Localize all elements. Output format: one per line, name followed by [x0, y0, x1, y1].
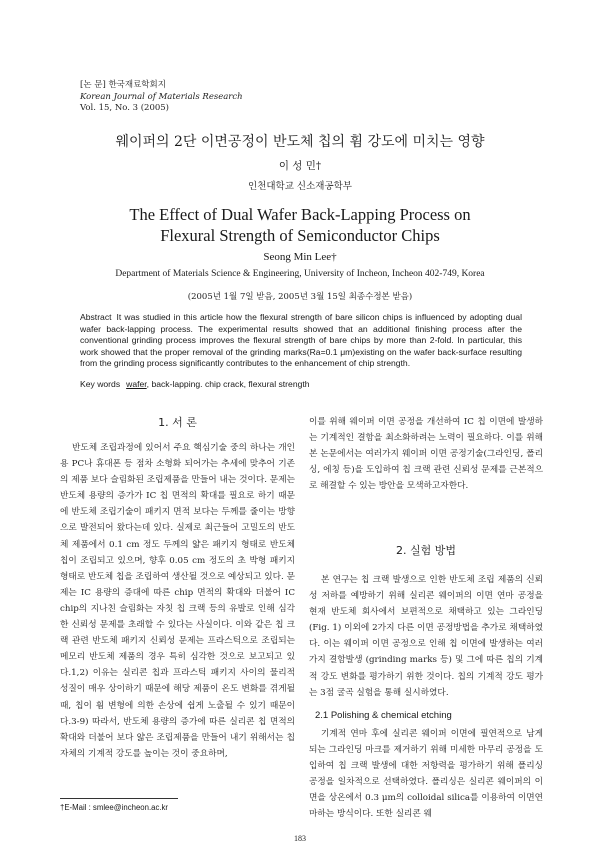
right-column-top [309, 414, 543, 494]
author-korean: 이 성 민† [278, 160, 322, 172]
title-english-line2: Flexural Strength of Semiconductor Chips [160, 226, 440, 245]
section1-paragraph: 반도체 조립과정에 있어서 주요 핵심기술 중의 하나는 개인용 PC나 휴대폰 등 점차 소형화 되어가는 추세에 맞추어 기존의 제품 보다 슬림화된 조립제품을 만들어 내는 것이다. 문제는 반도체 용량의 증가가 IC 칩 면적의 확대를 필요로 하기 때문에 반도체 조립기술이 패키지 면적 보다는 두께를 줄이는 방향으로 발전되어 왔다는데 있다. 실제로 최근들어 고밀도의 반도체 제품에서 0.1 cm 정도 두께의 얇은 패키지 형태로 반도체 칩이 조립되고 있으며, 향후 0.05 cm 정도의 초 박형 패키지 형태로 반도체 칩을 조립하여 생산될 것으로 예상되고 있다. 문제는 IC 용량의 증대에 따른 chip 면적의 확대와 더불어 IC chip의 지나친 슬림화는 자칫 칩 크랙 등의 유발로 인해 심각한 신뢰성 문제를 초래할 수 있다는 사실이다. 이와 같은 칩 크랙 관련 반도체 패키지 신뢰성 문제는 프라스틱으로 조립되는 메모리 반도체 제품의 경우 특히 심각한 것으로 보고되고 있다.1,2) 이유는 실리콘 칩과 프라스틱 패키지 사이의 물리적 성질이 매우 상이하기 때문에 해당 제품이 온도 변화를 겪게될 때, 칩이 휨 변형에 의한 손상에 쉽게 노출될 수 있기 때문이다.3-9) 따라서, 반도체 용량의 증가에 따른 실리콘 칩 면적의 확대와 더불어 보다 얇은 조립제품을 만들어 내기 위해서는 칩 자체의 기계적 강도를 높이는 것이 중요하며, [60, 443, 295, 759]
left-column [60, 440, 295, 762]
author-english: Seong Min Lee† [263, 251, 337, 263]
section1-heading: 1. 서 론 [158, 416, 197, 429]
journal-volume: Vol. 15, No. 3 (2005) [80, 103, 170, 113]
journal-header [80, 80, 380, 115]
journal-category: [논 문] 한국재료학회지 [80, 80, 166, 90]
keywords-rest: , back-lapping. chip crack, flexural strength [146, 379, 310, 389]
journal-name: Korean Journal of Materials Research [80, 91, 243, 102]
section2-body [309, 572, 543, 701]
abstract-label: Abstract [80, 312, 112, 322]
keywords [80, 378, 522, 390]
footnote-divider [60, 798, 178, 799]
affiliation-korean: 인천대학교 신소재공학부 [248, 181, 352, 192]
title-english [40, 204, 560, 246]
subsection-heading: 2.1 Polishing & chemical etching [315, 710, 452, 721]
received-dates: (2005년 1월 7일 받음, 2005년 3월 15일 최종수정본 받음) [187, 292, 413, 302]
right-column-continuation: 이를 위해 웨이퍼 이면 공정을 개선하여 IC 칩 이면에 발생하는 기계적인 결함을 최소화하려는 노력이 필요하다. 이를 위해 본 논문에서는 여러가지 웨이퍼 이면 공정기술(그라인딩, 폴리싱, 에칭 등)을 도입하여 칩 크랙 관련 신뢰성 문제를 근본적으로 해결할 수 있는 방안을 모색하고자한다. [309, 417, 543, 492]
subsection-body [309, 726, 543, 823]
keywords-label: Key words [80, 379, 121, 389]
abstract-text: It was studied in this article how the flexural strength of bare silicon chips is influenced by adopting dual wafer back-lapping process. The experimental results showed that an additional finishing process after the conventional grinding process improves the flexural strength of bare chips by more than 2-fold. In particular, this work showed that the proper removal of the grinding marks(Ra=0.1 μm)existing on the wafer back-surface resulting from the grinding process significantly contributes to the enhancement of chip strength. [80, 312, 522, 369]
section2-paragraph: 본 연구는 칩 크랙 발생으로 인한 반도체 조립 제품의 신뢰성 저하를 예방하기 위해 실리콘 웨이퍼의 이면 연마 공정을 현재 반도체 회사에서 보편적으로 채택하고 있는 그라인딩 (Fig. 1) 이외에 2가지 다른 이면 공정방법을 추가로 채택하였다. 이는 웨이퍼 이면 공정으로 인해 칩 이면에 발생하는 여러 가지 결함발생 (grinding marks 등) 및 그에 따른 칩의 기계적 강도 변화를 평가하기 위한 것이다. 칩의 기계적 강도 평가는 3점 굴곡 실험을 통해 실시하였다. [309, 575, 543, 698]
keyword-wafer: wafer [126, 379, 147, 389]
abstract [80, 312, 522, 370]
page-number: 183 [294, 834, 306, 843]
subsection-paragraph: 기계적 연마 후에 실리콘 웨이퍼 이면에 필연적으로 남게 되는 그라인딩 마크를 제거하기 위해 미세한 마무리 공정을 도입하여 칩 크랙 발생에 대한 저항력을 평가하기 위해 폴리싱 공정을 일차적으로 선택하였다. 폴리싱은 실리콘 웨이퍼의 이면을 상온에서 0.3 μm의 colloidal silica를 이용하여 이면연마하는 방식이다. 또한 실리콘 웨 [309, 729, 543, 820]
title-english-line1: The Effect of Dual Wafer Back-Lapping Process on [129, 205, 471, 224]
section2-heading: 2. 실험 방법 [396, 544, 456, 557]
title-korean: 웨이퍼의 2단 이면공정이 반도체 칩의 휨 강도에 미치는 영향 [115, 134, 485, 150]
footnote-email: †E-Mail : smlee@incheon.ac.kr [60, 803, 169, 812]
affiliation-english: Department of Materials Science & Engineering, University of Incheon, Incheon 402-749, Korea [115, 269, 485, 279]
